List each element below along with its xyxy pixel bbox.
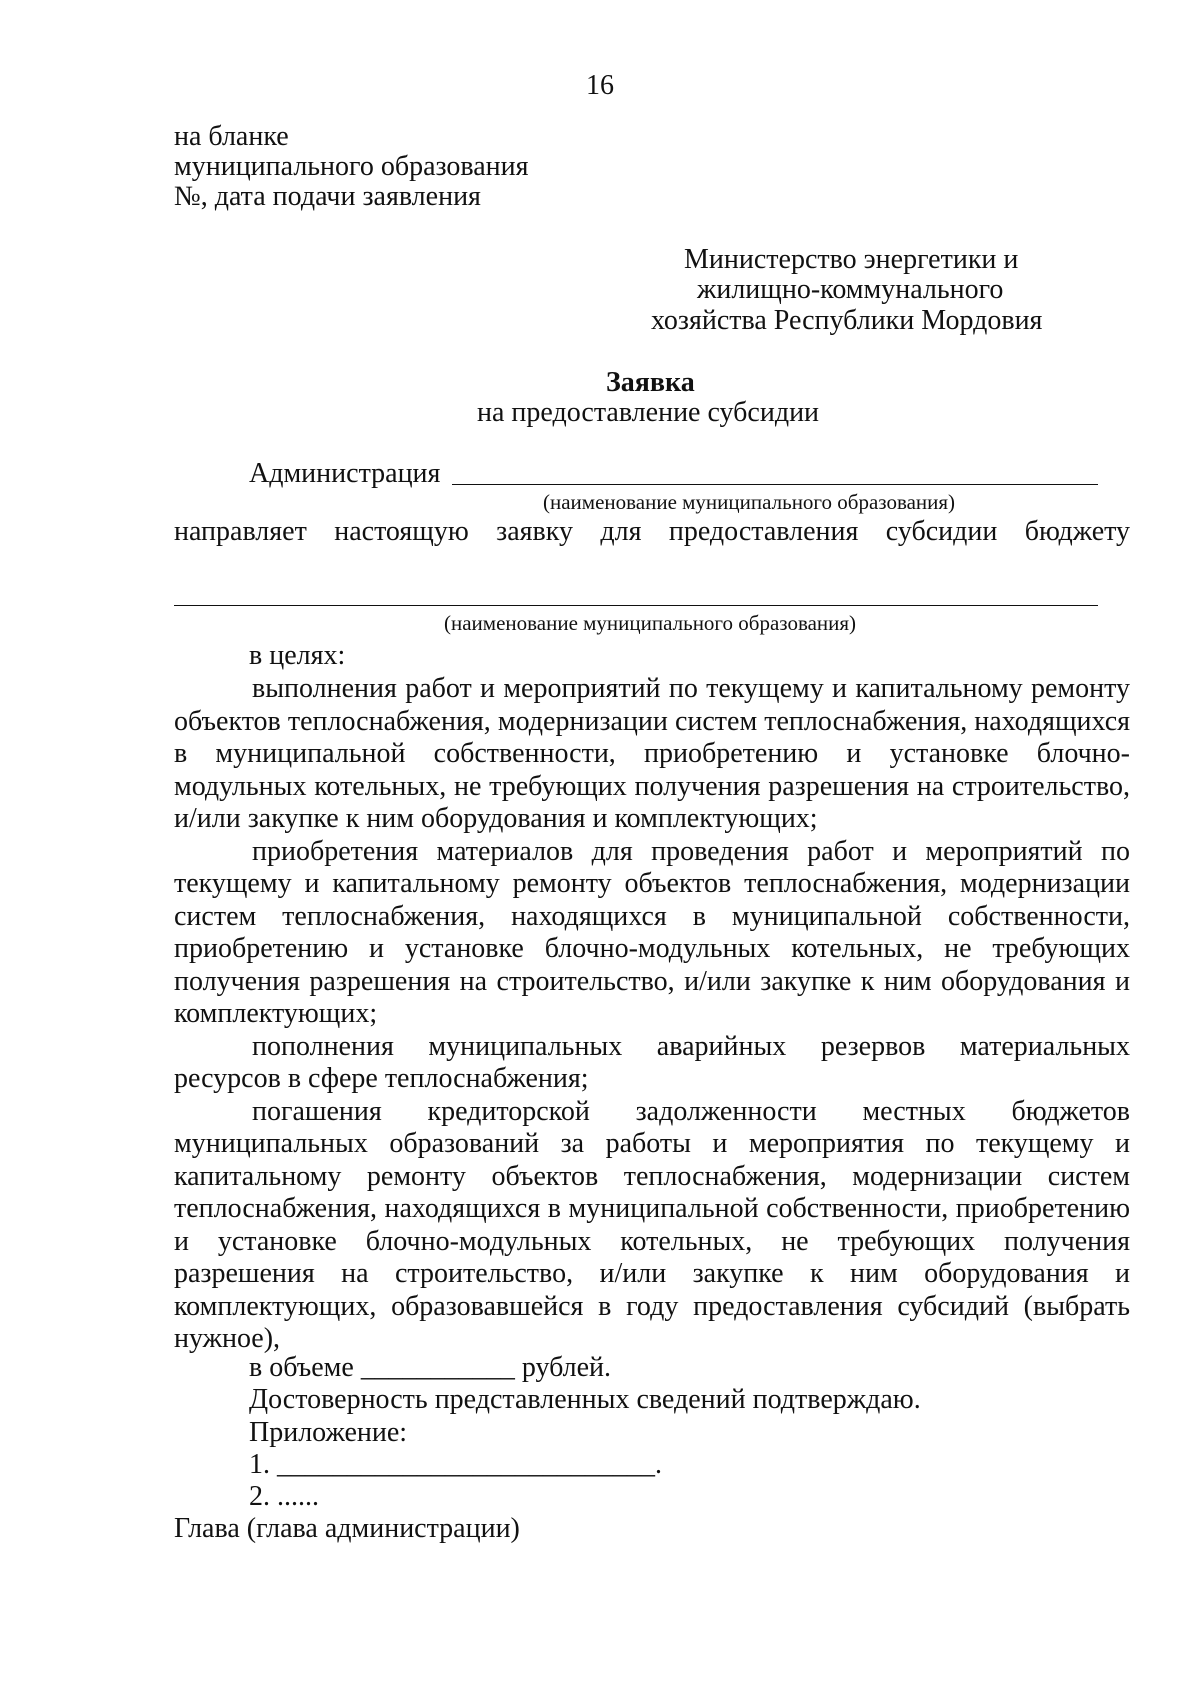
volume-line — [249, 1352, 611, 1384]
document-title: Заявка — [606, 367, 695, 398]
attachment-1-blank: ___________________________ — [277, 1449, 655, 1480]
purpose-item: выполнения работ и мероприятий по текущему и капитальному ремонту объектов теплоснабжения, модернизации систем теплоснабжения, находящихся в муниципальной собственности, приобретению и установке блочно-модульных котельных, не требующих получения разрешения на строительство, и/или закупке к ним оборудования и комплектующих; — [174, 673, 1130, 834]
purpose-item: погашения кредиторской задолженности местных бюджетов муниципальных образований за работы и мероприятия по текущему и капитальному ремонту объектов теплоснабжения, модернизации систем теплоснабжения, находящихся в муниципальной собственности, приобретению и установке блочно-модульных котельных, не требующих получения разрешения на строительство, и/или закупке к ним оборудования и комплектующих, образовавшейся в году предоставления субсидий (выбрать нужное), — [174, 1095, 1130, 1354]
confirmation-text: Достоверность представленных сведений подтверждаю. — [249, 1384, 921, 1415]
letterhead-line-2: муниципального образования — [174, 151, 529, 182]
attachment-item-1 — [249, 1449, 662, 1481]
direct-line: направляет настоящую заявку для предоставления субсидии бюджету — [174, 516, 1130, 547]
municipality-name-line — [174, 605, 1098, 606]
purpose-item: приобретения материалов для проведения работ и мероприятий по текущему и капитальному ремонту объектов теплоснабжения, модернизации систем теплоснабжения, находящихся в муниципальной собственности, приобретению и установке блочно-модульных котельных, не требующих получения разрешения на строительство, и/или закупке к ним оборудования и комплектующих; — [174, 835, 1130, 1029]
attachment-1-number: 1. — [249, 1449, 270, 1480]
administration-name-line — [452, 484, 1098, 485]
purposes-intro: в целях: — [249, 640, 346, 671]
volume-suffix: рублей. — [521, 1352, 612, 1383]
document-subtitle: на предоставление субсидии — [477, 397, 820, 428]
attachment-1-end: . — [655, 1449, 662, 1480]
municipality-hint-2: (наименование муниципального образования) — [444, 611, 857, 635]
page-number: 16 — [586, 70, 614, 101]
purpose-item: пополнения муниципальных аварийных резервов материальных ресурсов в сфере теплоснабжения; — [174, 1030, 1130, 1094]
attachment-item-2: 2. ...... — [249, 1481, 319, 1512]
addressee-line-1: Министерство энергетики и — [684, 244, 1019, 275]
attachment-label: Приложение: — [249, 1417, 408, 1448]
volume-prefix: в объеме — [249, 1352, 354, 1383]
letterhead-line-1: на бланке — [174, 121, 289, 152]
signature-line: Глава (глава администрации) — [174, 1513, 520, 1544]
administration-label: Администрация — [249, 458, 441, 489]
letterhead-line-3: №, дата подачи заявления — [174, 181, 481, 212]
addressee-line-3: хозяйства Республики Мордовия — [651, 305, 1043, 336]
addressee-line-2: жилищно-коммунального — [697, 274, 1004, 305]
municipality-hint-1: (наименование муниципального образования) — [543, 490, 956, 514]
purposes-list — [174, 673, 1130, 1356]
volume-blank: ___________ — [360, 1352, 515, 1383]
